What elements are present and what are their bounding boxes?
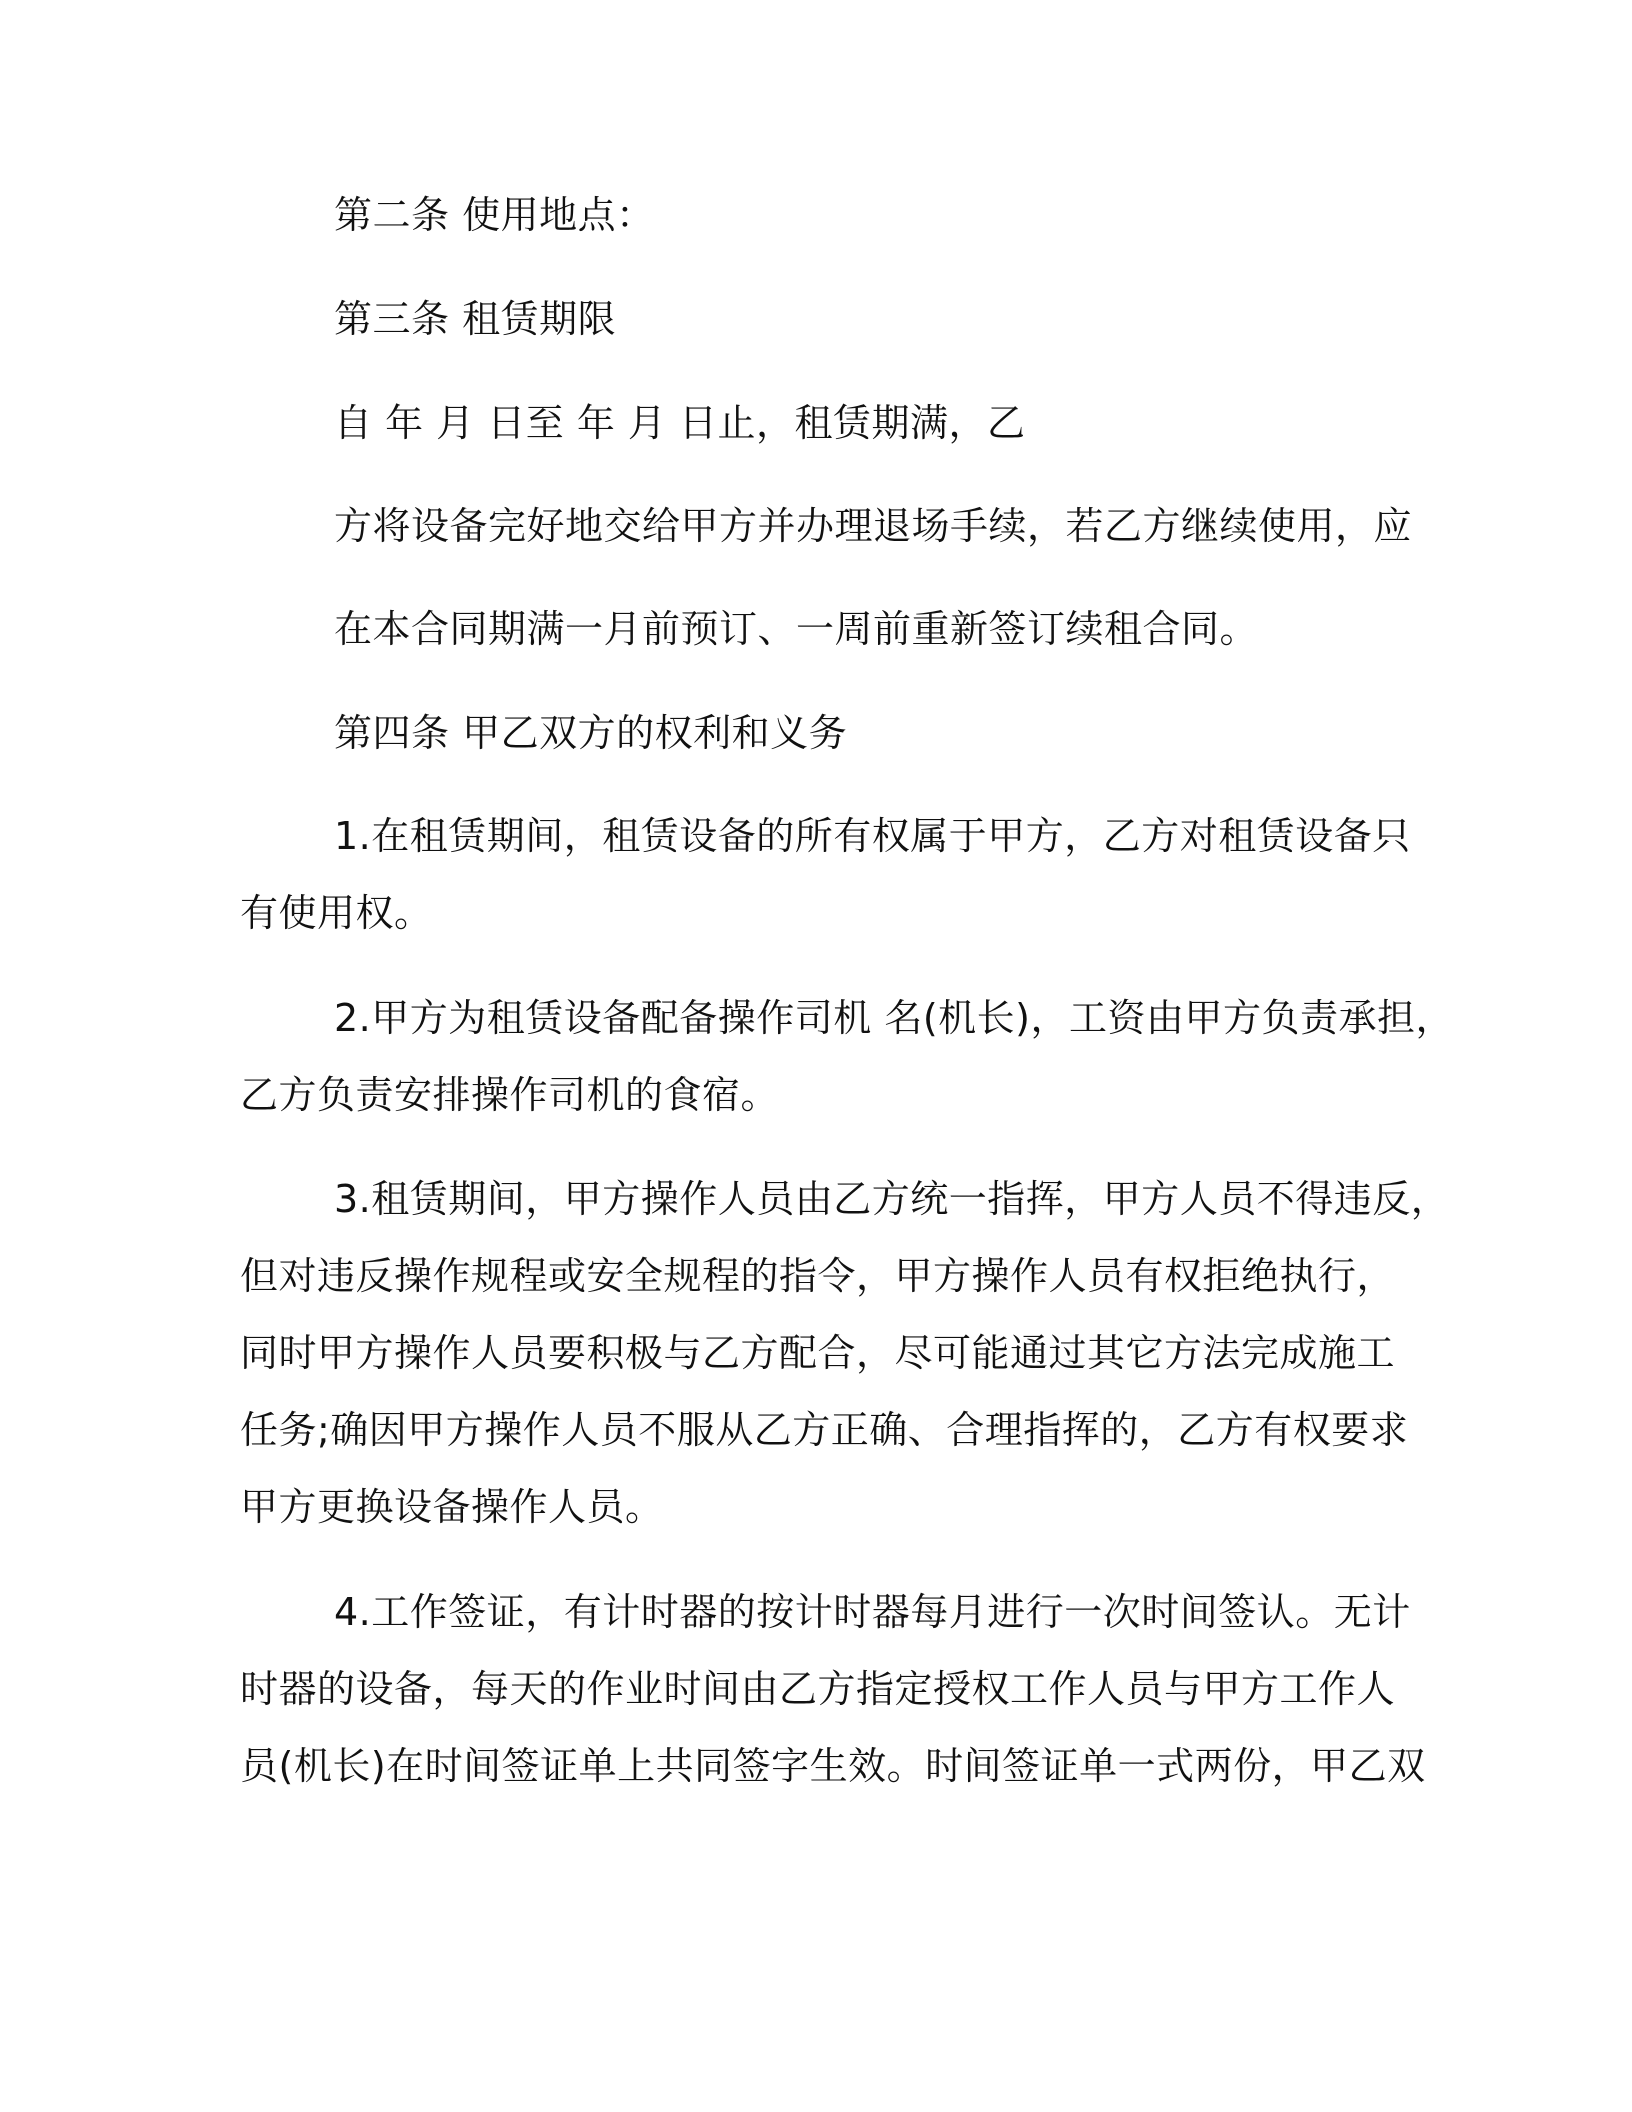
lease-term-line-1: 自 年 月 日至 年 月 日止，租赁期满，乙 xyxy=(334,401,1026,445)
lease-term-line-2: 方将设备完好地交给甲方并办理退场手续，若乙方继续使用，应 xyxy=(334,504,1413,548)
clause-2-line-1: 2.甲方为租赁设备配备操作司机 名(机长)，工资由甲方负责承担， xyxy=(334,996,1454,1040)
clause-3-line-5: 甲方更换设备操作人员。 xyxy=(240,1485,664,1529)
lease-term-line-3: 在本合同期满一月前预订、一周前重新签订续租合同。 xyxy=(334,607,1259,651)
article-4-heading: 第四条 甲乙双方的权利和义务 xyxy=(334,711,848,755)
clause-4-line-2: 时器的设备，每天的作业时间由乙方指定授权工作人员与甲方工作人 xyxy=(240,1667,1396,1711)
clause-3-line-3: 同时甲方操作人员要积极与乙方配合，尽可能通过其它方法完成施工 xyxy=(240,1331,1396,1375)
clause-3-line-2: 但对违反操作规程或安全规程的指令，甲方操作人员有权拒绝执行， xyxy=(240,1254,1396,1298)
article-2-heading: 第二条 使用地点： xyxy=(334,193,655,237)
clause-3-line-1: 3.租赁期间，甲方操作人员由乙方统一指挥，甲方人员不得违反， xyxy=(334,1177,1450,1221)
clause-1-line-2: 有使用权。 xyxy=(240,891,433,935)
clause-1-line-1: 1.在租赁期间，租赁设备的所有权属于甲方，乙方对租赁设备只 xyxy=(334,814,1411,858)
clause-2-line-2: 乙方负责安排操作司机的食宿。 xyxy=(240,1073,780,1117)
clause-4-line-3: 员(机长)在时间签证单上共同签字生效。时间签证单一式两份，甲乙双 xyxy=(240,1744,1426,1788)
clause-4-line-1: 4.工作签证，有计时器的按计时器每月进行一次时间签认。无计 xyxy=(334,1590,1411,1634)
clause-3-line-4: 任务;确因甲方操作人员不服从乙方正确、合理指挥的，乙方有权要求 xyxy=(240,1408,1409,1452)
article-3-heading: 第三条 租赁期限 xyxy=(334,297,617,341)
